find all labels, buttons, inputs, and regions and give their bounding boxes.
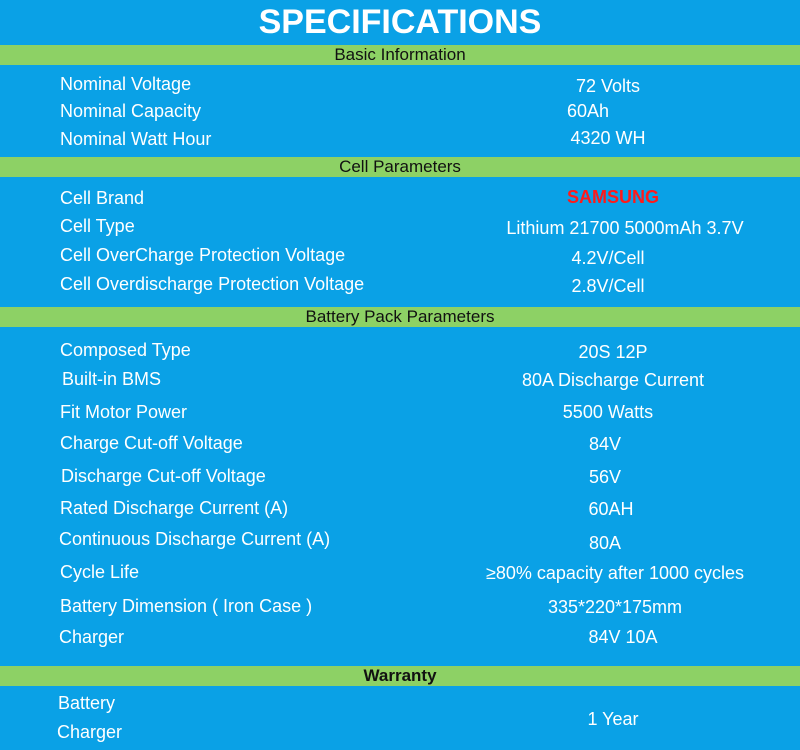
spec-value: 84V 10A xyxy=(588,627,658,647)
spec-value-brand: SAMSUNG xyxy=(566,187,659,207)
spec-label: Cell OverCharge Protection Voltage xyxy=(60,245,346,265)
spec-value: 20S 12P xyxy=(578,342,648,362)
spec-value: 5500 Watts xyxy=(562,402,654,422)
section-basic-information: Basic Information xyxy=(0,45,800,65)
spec-value: Lithium 21700 5000mAh 3.7V xyxy=(506,218,744,238)
spec-label: Nominal Watt Hour xyxy=(60,129,212,149)
spec-label: Cycle Life xyxy=(60,562,140,582)
warranty-item: Battery xyxy=(58,693,116,713)
warranty-item: Charger xyxy=(57,722,123,742)
spec-value: 4320 WH xyxy=(570,128,646,148)
spec-label: Charge Cut-off Voltage xyxy=(60,433,243,453)
warranty-value: 1 Year xyxy=(587,709,639,729)
section-cell-parameters: Cell Parameters xyxy=(0,157,800,177)
spec-value: 335*220*175mm xyxy=(547,597,683,617)
section-warranty: Warranty xyxy=(0,666,800,686)
spec-value: 80A Discharge Current xyxy=(521,370,705,390)
spec-value: 56V xyxy=(588,467,622,487)
spec-label: Continuous Discharge Current (A) xyxy=(59,529,331,549)
spec-value: 60AH xyxy=(588,499,634,519)
spec-value: 84V xyxy=(588,434,622,454)
spec-label: Cell Type xyxy=(60,216,135,236)
spec-label: Nominal Capacity xyxy=(60,101,202,121)
spec-label: Cell Overdischarge Protection Voltage xyxy=(60,274,365,294)
spec-label: Cell Brand xyxy=(60,188,145,208)
spec-label: Nominal Voltage xyxy=(60,74,192,94)
spec-label: Fit Motor Power xyxy=(60,402,188,422)
spec-value: 2.8V/Cell xyxy=(571,276,645,296)
spec-value: 72 Volts xyxy=(575,76,641,96)
spec-value: 80A xyxy=(588,533,622,553)
spec-label: Charger xyxy=(59,627,125,647)
spec-value: ≥80% capacity after 1000 cycles xyxy=(485,563,744,583)
spec-value: 4.2V/Cell xyxy=(571,248,645,268)
spec-label: Rated Discharge Current (A) xyxy=(60,498,289,518)
spec-label: Built-in BMS xyxy=(62,369,162,389)
spec-label: Battery Dimension ( Iron Case ) xyxy=(60,596,313,616)
page-title: SPECIFICATIONS xyxy=(258,3,542,41)
spec-label: Discharge Cut-off Voltage xyxy=(61,466,266,486)
section-battery-pack-parameters: Battery Pack Parameters xyxy=(0,307,800,327)
spec-label: Composed Type xyxy=(60,340,191,360)
spec-value: 60Ah xyxy=(566,101,610,121)
